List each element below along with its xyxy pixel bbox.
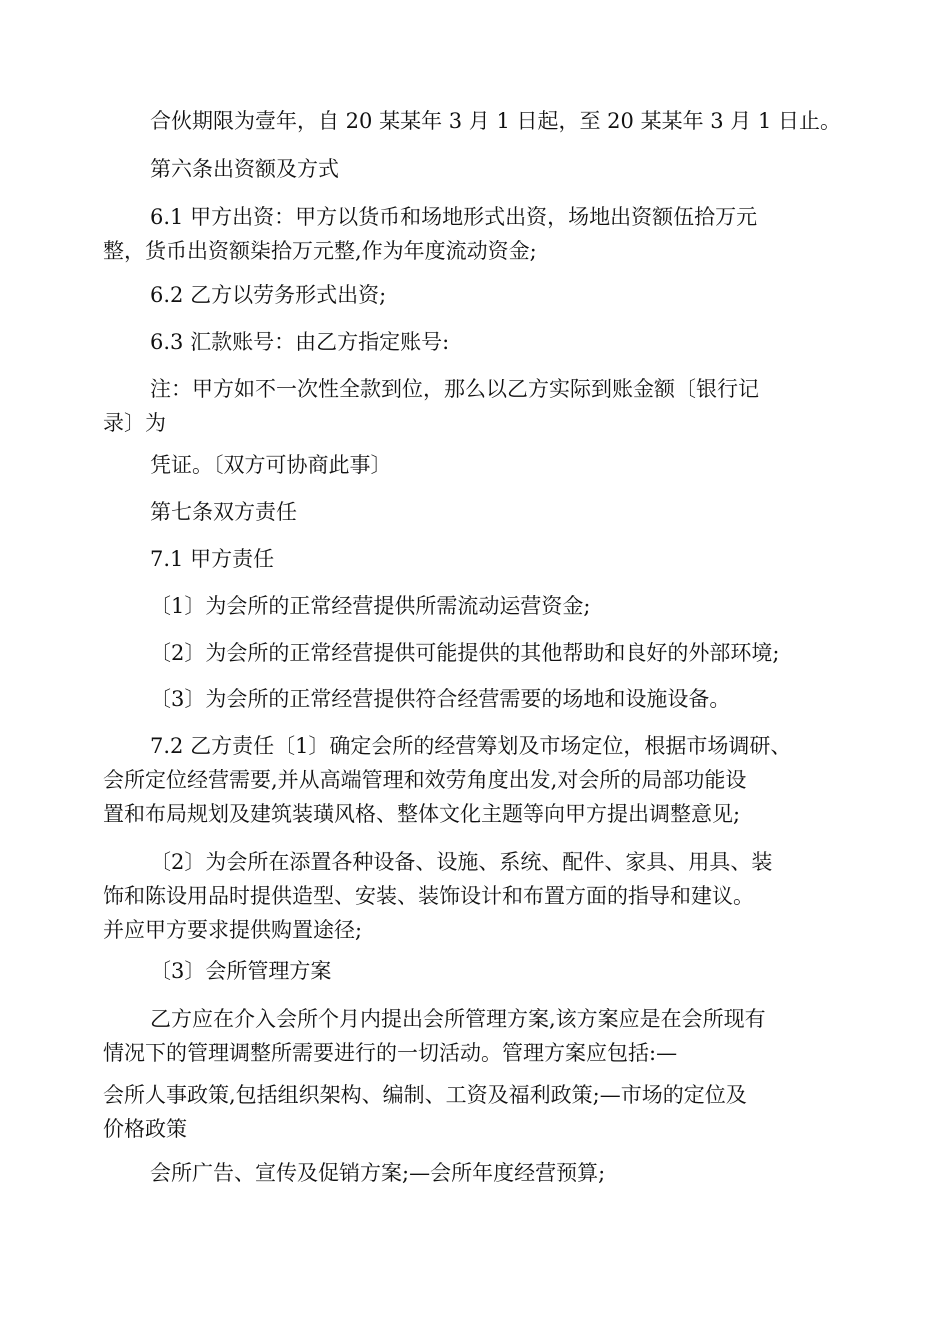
text-line: 会所人事政策,包括组织架构、编制、工资及福利政策;—市场的定位及 — [103, 1083, 747, 1107]
text-line: 合伙期限为壹年，自 20 某某年 3 月 1 日起，至 20 某某年 3 月 1 日止。 — [150, 109, 841, 133]
text-line: 并应甲方要求提供购置途径; — [103, 918, 363, 942]
clause-7-1-item-3 — [150, 682, 730, 716]
text-line: 注：甲方如不一次性全款到位，那么以乙方实际到账金额〔银行记 — [150, 377, 759, 401]
text-line: 整，货币出资额柒拾万元整,作为年度流动资金; — [103, 239, 537, 263]
clause-7-1-item-1 — [150, 589, 590, 623]
text-line: 录〕为 — [103, 411, 166, 435]
paragraph-partnership-term — [150, 104, 841, 138]
text-line: 第六条出资额及方式 — [150, 157, 339, 181]
clause-6-1 — [103, 200, 757, 268]
clause-6-2 — [150, 278, 386, 312]
management-plan-paragraph — [103, 1002, 766, 1070]
text-line: 会所定位经营需要,并从高端管理和效劳角度出发,对会所的局部功能设 — [103, 768, 747, 792]
note-paragraph — [103, 372, 759, 440]
text-line: 饰和陈设用品时提供造型、安装、装饰设计和布置方面的指导和建议。 — [103, 884, 754, 908]
clause-7-2-item-2 — [103, 845, 772, 947]
note-continuation — [150, 448, 392, 482]
text-line: 情况下的管理调整所需要进行的一切活动。管理方案应包括:— — [103, 1041, 678, 1065]
text-line: 第七条双方责任 — [150, 500, 297, 524]
article-6-heading — [150, 152, 339, 186]
text-line: 〔3〕为会所的正常经营提供符合经营需要的场地和设施设备。 — [150, 687, 731, 711]
text-line: 〔1〕为会所的正常经营提供所需流动运营资金; — [150, 594, 591, 618]
text-line: 6.1 甲方出资：甲方以货币和场地形式出资，场地出资额伍拾万元 — [150, 205, 758, 229]
advertising-paragraph — [150, 1156, 605, 1190]
text-line: 6.3 汇款账号：由乙方指定账号: — [150, 330, 450, 354]
clause-6-3 — [150, 325, 449, 359]
text-line: 7.1 甲方责任 — [150, 547, 275, 571]
clause-7-1-heading — [150, 542, 274, 576]
text-line: 6.2 乙方以劳务形式出资; — [150, 283, 387, 307]
article-7-heading — [150, 495, 297, 529]
text-line: 置和布局规划及建筑装璜风格、整体文化主题等向甲方提出调整意见; — [103, 802, 741, 826]
text-line: 7.2 乙方责任〔1〕确定会所的经营筹划及市场定位，根据市场调研、 — [150, 734, 792, 758]
text-line: 〔2〕为会所的正常经营提供可能提供的其他帮助和良好的外部环境; — [150, 641, 780, 665]
text-line: 凭证。〔双方可协商此事〕 — [150, 453, 392, 477]
clause-7-2-item-3-heading — [150, 954, 331, 988]
text-line: 〔2〕为会所在添置各种设备、设施、系统、配件、家具、用具、装 — [150, 850, 773, 874]
text-line: 乙方应在介入会所个月内提出会所管理方案,该方案应是在会所现有 — [150, 1007, 766, 1031]
clause-7-2 — [103, 729, 791, 831]
clause-7-1-item-2 — [150, 636, 779, 670]
text-line: 会所广告、宣传及促销方案;—会所年度经营预算; — [150, 1161, 606, 1185]
text-line: 价格政策 — [103, 1117, 187, 1141]
personnel-policy-paragraph — [103, 1078, 747, 1146]
text-line: 〔3〕会所管理方案 — [150, 959, 332, 983]
